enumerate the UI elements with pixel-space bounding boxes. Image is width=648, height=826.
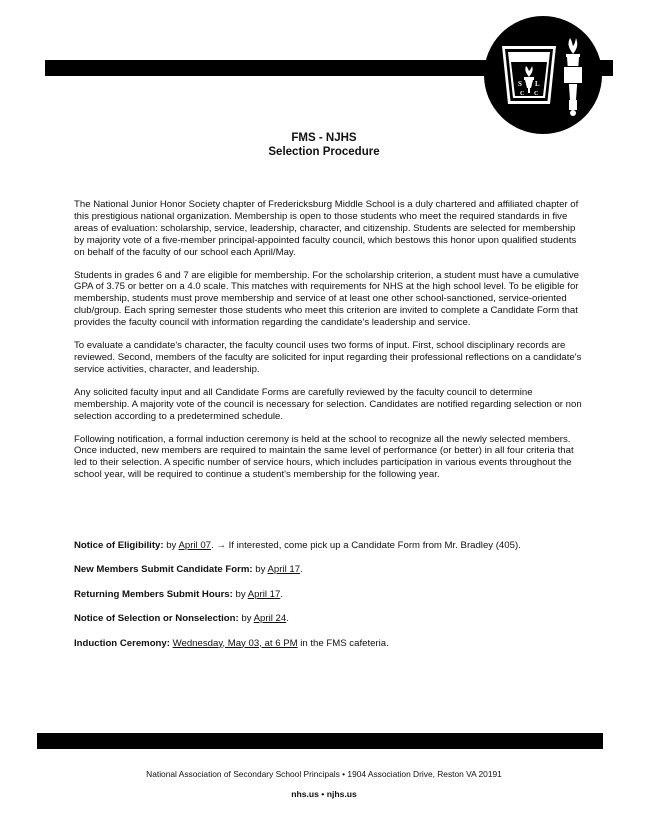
- title-line-2: Selection Procedure: [268, 146, 380, 158]
- notice-returning-hours: [74, 589, 594, 601]
- svg-text:C: C: [534, 91, 539, 97]
- notice-connector: by: [232, 588, 248, 600]
- svg-text:S: S: [518, 80, 522, 88]
- notice-note: .: [286, 613, 289, 625]
- notice-label: Returning Members Submit Hours:: [74, 588, 233, 600]
- footer-links[interactable]: nhs.us • njhs.us: [291, 789, 357, 799]
- njhs-emblem-icon: [484, 16, 602, 134]
- notice-note: . → If interested, come pick up a Candidate Form from Mr. Bradley (405).: [211, 540, 521, 551]
- notice-connector: by: [252, 564, 268, 576]
- title-line-1: FMS - NJHS: [291, 132, 357, 144]
- footer-address: National Association of Secondary School Principals • 1904 Association Drive, Reston VA 20191: [146, 769, 502, 779]
- notice-induction-ceremony: [74, 638, 594, 650]
- notice-label: New Members Submit Candidate Form:: [74, 564, 253, 576]
- notice-label: Notice of Selection or Nonselection:: [74, 613, 239, 625]
- footer-bar: [37, 733, 603, 749]
- paragraph-review: Any solicited faculty input and all Candidate Forms are carefully reviewed by the faculty council to determine membership. A majority vote of the council is necessary for selection. Candidates are notified regarding selection or non selection according to a predetermined schedule.: [74, 386, 582, 422]
- notice-connector: by: [163, 540, 179, 551]
- document-title: [0, 131, 648, 159]
- body-text: [74, 199, 584, 492]
- notice-eligibility: [74, 540, 594, 552]
- paragraph-character: To evaluate a candidate's character, the faculty council uses two forms of input. First, school disciplinary records are reviewed. Second, members of the faculty are solicited for input regarding their professional reflections on a candidate's service activities, character, and leadership.: [74, 340, 582, 375]
- notice-date-link[interactable]: Wednesday, May 03, at 6 PM: [172, 637, 298, 649]
- notice-date-link[interactable]: April 17: [247, 588, 281, 600]
- paragraph-induction: Following notification, a formal induction ceremony is held at the school to recognize all the newly selected members. Once inducted, new members are required to maintain the same level of performance (or better) in all four criteria that led to their selection. A specific number of service hours, which includes participation in various events throughout the school year, will be required to continue a student's membership for the following year.: [74, 433, 574, 481]
- notice-connector: by: [238, 613, 254, 625]
- notice-date-link[interactable]: April 07: [178, 540, 212, 551]
- svg-text:C: C: [520, 91, 525, 97]
- notice-date-link[interactable]: April 17: [267, 564, 301, 576]
- notices-list: [74, 540, 594, 662]
- notice-date-link[interactable]: April 24: [253, 613, 287, 625]
- notice-note: .: [300, 564, 303, 576]
- notice-note: in the FMS cafeteria.: [297, 637, 389, 649]
- svg-text:L: L: [535, 80, 540, 88]
- notice-candidate-form: [74, 564, 594, 576]
- notice-note: .: [280, 588, 283, 600]
- notice-selection: [74, 613, 594, 625]
- paragraph-intro: The National Junior Honor Society chapter of Fredericksburg Middle School is a duly chartered and affiliated chapter of this prestigious national organization. Membership is open to those students who meet the required standards in five areas of evaluation: scholarship, service, leadership, character, and citizenship. Students are selected for membership by majority vote of a five-member principal-appointed faculty council, which bestows this honor upon qualified students on behalf of the faculty of our school each April/May.: [74, 199, 579, 258]
- notice-label: Induction Ceremony:: [74, 637, 170, 649]
- notice-label: Notice of Eligibility:: [74, 540, 164, 551]
- paragraph-eligibility: Students in grades 6 and 7 are eligible for membership. For the scholarship criterion, a student must have a cumulative GPA of 3.75 or better on a 4.0 scale. This matches with requirements for NHS at the high school level. To be eligible for membership, students must prove membership and service of at least one other school-sanctioned, service-oriented club/group. Each spring semester those students who meet this criterion are invited to complete a Candidate Form that provides the faculty council with information regarding the candidate's leadership and service.: [74, 269, 580, 329]
